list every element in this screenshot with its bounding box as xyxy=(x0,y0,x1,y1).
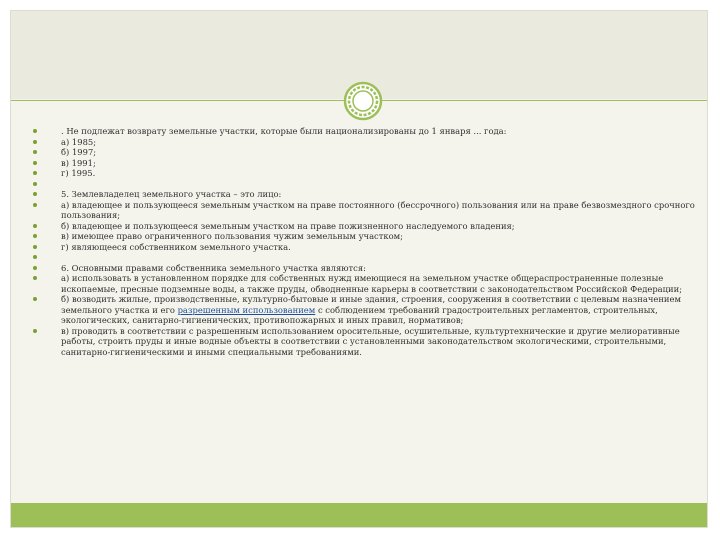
item-text: б) 1997; xyxy=(61,147,97,157)
item-text: б) владеющее и пользующееся земельным участком на праве пожизненного наследуемого владения; xyxy=(61,220,515,231)
item-text: в) проводить в соответствии с разрешенным использованием оросительные, осушительные, культуртехнические и другие мелиоративные работы, строить пруды и иные водные объекты в соответствии с установленными законодательством экологическими, строительными, санитарно-гигиеническими и иными специальными требованиями. xyxy=(61,325,680,357)
list-item xyxy=(33,242,695,253)
item-text: а) использовать в установленном порядке для собственных нужд имеющиеся на земельном участке общераспространенные полезные ископаемые, пресные подземные воды, а также пруды, обводненные карьеры в соответствии с законодательством Российской Федерации; xyxy=(61,273,683,294)
item-text: а) владеющее и пользующееся земельным участком на праве постоянного (бессрочного) пользования или на праве безвозмездного срочного пользования; xyxy=(61,199,695,220)
list-item xyxy=(33,200,695,221)
item-text: г) являющееся собственником земельного участка. xyxy=(61,241,291,252)
list-item xyxy=(33,326,695,358)
bullet-icon xyxy=(33,168,61,179)
list-item xyxy=(33,252,695,263)
item-text: в) 1991; xyxy=(61,157,96,168)
bullet-icon xyxy=(33,252,61,263)
slide xyxy=(10,10,708,528)
content-list xyxy=(33,126,695,357)
list-item xyxy=(33,189,695,200)
list-item xyxy=(33,231,695,242)
list-item xyxy=(33,221,695,232)
bullet-icon xyxy=(33,221,61,232)
bullet-icon xyxy=(33,137,61,148)
list-item xyxy=(33,147,695,158)
item-text: 6. Основными правами собственника земельного участка являются: xyxy=(61,262,366,273)
list-item xyxy=(33,168,695,179)
item-text: 5. Землевладелец земельного участка – это лицо: xyxy=(61,189,282,199)
bullet-icon xyxy=(33,326,61,337)
bullet-icon xyxy=(33,200,61,211)
list-item xyxy=(33,179,695,190)
list-item xyxy=(33,158,695,169)
bullet-icon xyxy=(33,179,61,190)
bullet-icon xyxy=(33,273,61,284)
footer-bar xyxy=(11,503,707,527)
bullet-icon xyxy=(33,231,61,242)
permitted-use-link[interactable]: разрешенным использованием xyxy=(177,304,316,315)
bullet-icon xyxy=(33,263,61,274)
item-text-before: б) возводить жилые, производственные, культурно-бытовые и иные здания, строения, сооружения в соответствии с целевым назначением земельного участка и его xyxy=(61,294,681,315)
list-item xyxy=(33,273,695,294)
item-text: в) имеющее право ограниченного пользования чужим земельным участком; xyxy=(61,231,403,241)
item-text xyxy=(61,294,695,326)
list-item xyxy=(33,294,695,326)
bullet-icon xyxy=(33,147,61,158)
bullet-icon xyxy=(33,158,61,169)
bullet-icon xyxy=(33,294,61,305)
bullet-icon xyxy=(33,242,61,253)
item-text-after: с соблюдением требований градостроительных регламентов, строительных, экологических, санитарно-гигиенических, противопожарных и иных правил, нормативов; xyxy=(61,304,658,325)
wreath-ornament-icon xyxy=(343,81,383,121)
bullet-icon xyxy=(33,126,61,137)
list-item xyxy=(33,137,695,148)
item-text: а) 1985; xyxy=(61,136,97,147)
list-item xyxy=(33,263,695,274)
item-text: г) 1995. xyxy=(61,168,96,178)
item-text: . Не подлежат возврату земельные участки, которые были национализированы до 1 января ... года: xyxy=(61,126,507,136)
bullet-icon xyxy=(33,189,61,200)
list-item xyxy=(33,126,695,137)
